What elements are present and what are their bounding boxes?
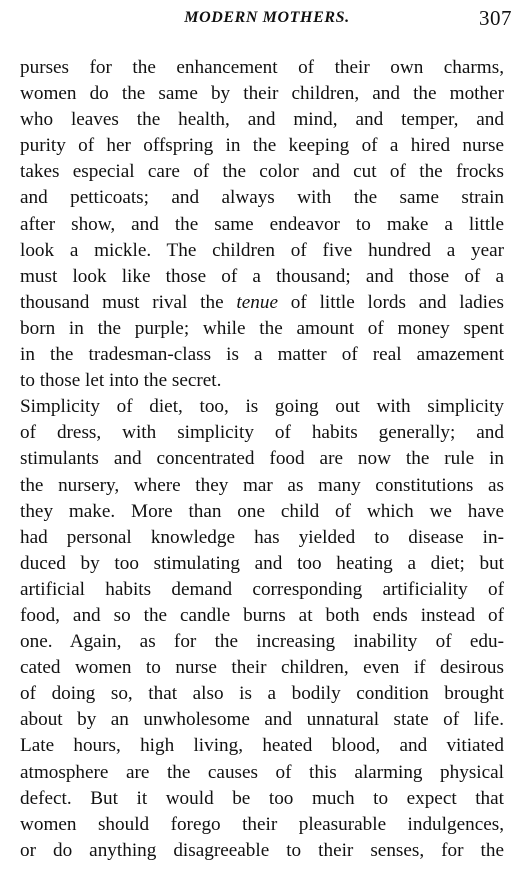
text-segment: to those let into the secret.: [20, 370, 222, 392]
text-line: [20, 629, 504, 655]
text-segment: Simplicity of diet, too, is going out with simplicity: [20, 396, 504, 418]
text-segment: food, and so the candle burns at both ends instead of: [20, 604, 504, 626]
body-text: [20, 55, 504, 864]
text-line: [20, 446, 504, 472]
text-segment: atmosphere are the causes of this alarming physical: [20, 761, 504, 783]
text-line: [20, 551, 504, 577]
text-segment: thousand must rival the: [20, 291, 237, 313]
text-line: [20, 212, 504, 238]
text-segment: cated women to nurse their children, even if desirous: [20, 657, 504, 679]
text-line: [20, 760, 504, 786]
text-line: [20, 655, 504, 681]
text-segment: who leaves the health, and mind, and temper, and: [20, 109, 504, 131]
text-segment: look a mickle. The children of five hundred a year: [20, 239, 504, 261]
text-line: [20, 81, 504, 107]
text-line: [20, 185, 504, 211]
text-segment: after show, and the same endeavor to make a little: [20, 213, 504, 235]
text-segment: artificial habits demand corresponding artificiality of: [20, 578, 504, 600]
text-line: [20, 812, 504, 838]
text-line: [20, 707, 504, 733]
text-line: [20, 394, 504, 420]
text-segment: born in the purple; while the amount of money spent: [20, 317, 504, 339]
text-segment: purity of her offspring in the keeping of a hired nurse: [20, 135, 504, 157]
text-line: [20, 786, 504, 812]
text-line: [20, 316, 504, 342]
text-segment: defect. But it would be too much to expect that: [20, 787, 504, 809]
text-segment: duced by too stimulating and too heating a diet; but: [20, 552, 504, 574]
text-line: [20, 55, 504, 81]
text-segment: or do anything disagreeable to their senses, for the: [20, 839, 504, 861]
text-line: [20, 838, 504, 864]
text-line: [20, 681, 504, 707]
text-line: [20, 107, 504, 133]
text-line: [20, 603, 504, 629]
text-segment: had personal knowledge has yielded to disease in-: [20, 526, 504, 548]
text-segment: in the tradesman-class is a matter of real amazement: [20, 344, 504, 366]
text-line: [20, 577, 504, 603]
text-segment: women should forego their pleasurable indulgences,: [20, 813, 504, 835]
text-segment: one. Again, as for the increasing inability of edu-: [20, 631, 504, 653]
text-segment: purses for the enhancement of their own charms,: [20, 57, 504, 78]
running-head: [20, 6, 514, 32]
text-line: [20, 733, 504, 759]
text-segment: they make. More than one child of which we have: [20, 500, 504, 522]
text-line: [20, 290, 504, 316]
text-segment: the nursery, where they mar as many constitutions as: [20, 474, 504, 496]
text-line: [20, 420, 504, 446]
text-line: [20, 368, 504, 394]
text-segment: takes especial care of the color and cut of the frocks: [20, 161, 504, 183]
text-line: [20, 238, 504, 264]
italic-word: tenue: [236, 291, 278, 313]
text-segment: of doing so, that also is a bodily condition brought: [20, 683, 504, 705]
page-number: 307: [479, 6, 512, 30]
text-line: [20, 159, 504, 185]
running-title: MODERN MOTHERS.: [184, 9, 350, 26]
text-segment: Late hours, high living, heated blood, and vitiated: [20, 735, 504, 757]
text-segment: of little lords and ladies: [277, 291, 504, 313]
text-segment: about by an unwholesome and unnatural state of life.: [20, 709, 504, 731]
text-segment: of dress, with simplicity of habits generally; and: [20, 422, 504, 444]
text-line: [20, 133, 504, 159]
text-line: [20, 264, 504, 290]
text-segment: women do the same by their children, and the mother: [20, 83, 504, 105]
text-line: [20, 342, 504, 368]
text-line: [20, 473, 504, 499]
text-segment: stimulants and concentrated food are now the rule in: [20, 448, 504, 470]
text-segment: and petticoats; and always with the same strain: [20, 187, 504, 209]
text-line: [20, 499, 504, 525]
text-segment: must look like those of a thousand; and those of a: [20, 265, 504, 287]
text-line: [20, 525, 504, 551]
